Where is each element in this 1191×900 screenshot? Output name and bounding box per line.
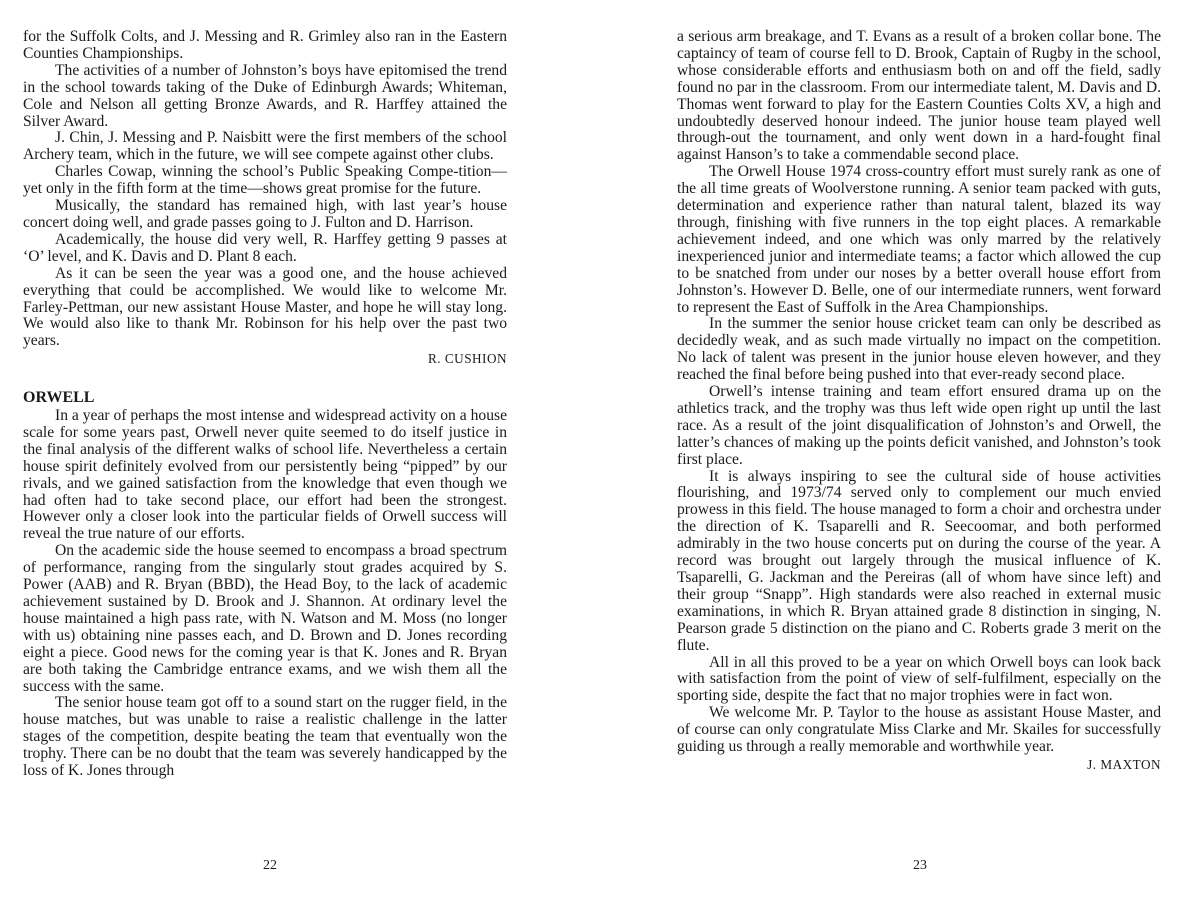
paragraph: The activities of a number of Johnston’s boys have epitomised the trend in the school towards taking of the Duke of Edinburgh Awards; Whiteman, Cole and Nelson all getting Bronze Awards, and R. Harffey attained the Silver Award. (23, 61, 507, 130)
paragraph: Charles Cowap, winning the school’s Public Speaking Compe-tition—yet only in the fifth form at the time—shows great promise for the future. (23, 163, 507, 198)
paragraph: In the summer the senior house cricket team can only be described as decidedly weak, and as such made virtually no impact on the competition. No lack of talent was present in the junior house eleven however, and they reached the final before being pushed into that ever-ready second place. (677, 315, 1161, 384)
paragraph: Orwell’s intense training and team effort ensured drama up on the athletics track, and the trophy was thus left wide open right up until the last race. As a result of the joint disqualification of Johnston’s and Orwell, the latter’s chances of making up the points deficit vanished, and Johnston’s took first place. (677, 383, 1161, 468)
paragraph: We welcome Mr. P. Taylor to the house as assistant House Master, and of course can only congratulate Miss Clarke and Mr. Skailes for successfully guiding us through a really memorable and worthwhile year. (677, 704, 1161, 756)
paragraph: Academically, the house did very well, R. Harffey getting 9 passes at ‘O’ level, and K. Davis and D. Plant 8 each. (23, 230, 507, 265)
page-number: 22 (263, 858, 277, 873)
paragraph: All in all this proved to be a year on which Orwell boys can look back with satisfaction from the point of view of self-fulfilment, especially on the sporting side, despite the fact that no major trophies were in fact won. (677, 653, 1161, 705)
paragraph: The Orwell House 1974 cross-country effort must surely rank as one of the all time greats of Woolverstone running. A senior team packed with guts, determination and experience rather than natural talent, blazed its way through, finishing with five runners in the top eight places. A remarkable achievement indeed, and one which was only marred by the relatively inexperienced junior and intermediate teams; a factor which allowed the cup to be snatched from under our noses by a better overall house effort from Johnston’s. However D. Belle, one of our intermediate runners, went forward to represent the East of Suffolk in the Area Championships. (677, 163, 1161, 316)
paragraph: for the Suffolk Colts, and J. Messing and R. Grimley also ran in the Eastern Counties Championships. (23, 28, 507, 62)
paragraph: Musically, the standard has remained high, with last year’s house concert doing well, and grade passes going to J. Fulton and D. Harrison. (23, 197, 507, 231)
paragraph: J. Chin, J. Messing and P. Naisbitt were the first members of the school Archery team, which in the future, we will see compete against other clubs. (23, 129, 507, 164)
left-page (23, 29, 507, 780)
paragraph: a serious arm breakage, and T. Evans as a result of a broken collar bone. The captaincy of team of course fell to D. Brook, Captain of Rugby in the school, whose considerable efforts and enthusiasm both on and off the field, sadly found no par in the classroom. From our intermediate talent, M. Davis and D. Thomas went forward to play for the Eastern Counties Colts XV, a high and undoubtedly deserved honour indeed. The junior house team played well through-out the tournament, and only went down in a hard-fought final against Hanson’s to take a commendable second place. (677, 28, 1161, 164)
paragraph: As it can be seen the year was a good one, and the house achieved everything that could be accomplished. We would like to welcome Mr. Farley-Pettman, our new assistant House Master, and hope he will stay long. We would also like to thank Mr. Robinson for his help over the past two years. (23, 264, 507, 350)
paragraph: In a year of perhaps the most intense and widespread activity on a house scale for some years past, Orwell never quite seemed to do itself justice in the final analysis of the different walks of school life. Nevertheless a certain house spirit definitely evolved from our persistently being “pipped” by our rivals, and we gained satisfaction from the knowledge that even though we had often had to take second place, our effort had been the strongest. However only a closer look into the particular fields of Orwell success will reveal the true nature of our efforts. (23, 407, 507, 543)
author-signature: R. CUSHION (427, 351, 507, 367)
paragraph: On the academic side the house seemed to encompass a broad spectrum of performance, ranging from the singularly stout grades acquired by S. Power (AAB) and R. Bryan (BBD), the Head Boy, to the lack of academic achievement sustained by D. Brook and J. Shannon. At ordinary level the house maintained a high pass rate, with N. Watson and M. Moss (no longer with us) obtaining nine passes each, and D. Brown and D. Jones recording eight a piece. Good news for the coming year is that K. Jones and R. Bryan are both taking the Cambridge entrance exams, and we wish them all the success with the same. (23, 542, 507, 695)
paragraph: The senior house team got off to a sound start on the rugger field, in the house matches, but was unable to raise a realistic challenge in the latter stages of the competition, despite beating the team that eventually won the trophy. There can be no doubt that the team was severely handicapped by the loss of K. Jones through (23, 694, 507, 780)
section-heading: ORWELL (23, 389, 95, 407)
author-signature: J. MAXTON (1087, 756, 1161, 772)
right-page (677, 29, 1161, 774)
page-number: 23 (913, 858, 927, 873)
paragraph: It is always inspiring to see the cultural side of house activities flourishing, and 1973/74 served only to complement our much envied prowess in this field. The house managed to form a choir and orchestra under the direction of K. Tsaparelli and R. Seecoomar, and both performed admirably in the two house concerts put on during the course of the year. A record was brought out largely through the musical influence of K. Tsaparelli, G. Jackman and the Pereiras (all of whom have since left) and their group “Snapp”. High standards were also reached in external music examinations, in which R. Bryan attained grade 8 distinction in singing, N. Pearson grade 5 distinction on the piano and C. Roberts grade 3 merit on the flute. (677, 467, 1161, 654)
